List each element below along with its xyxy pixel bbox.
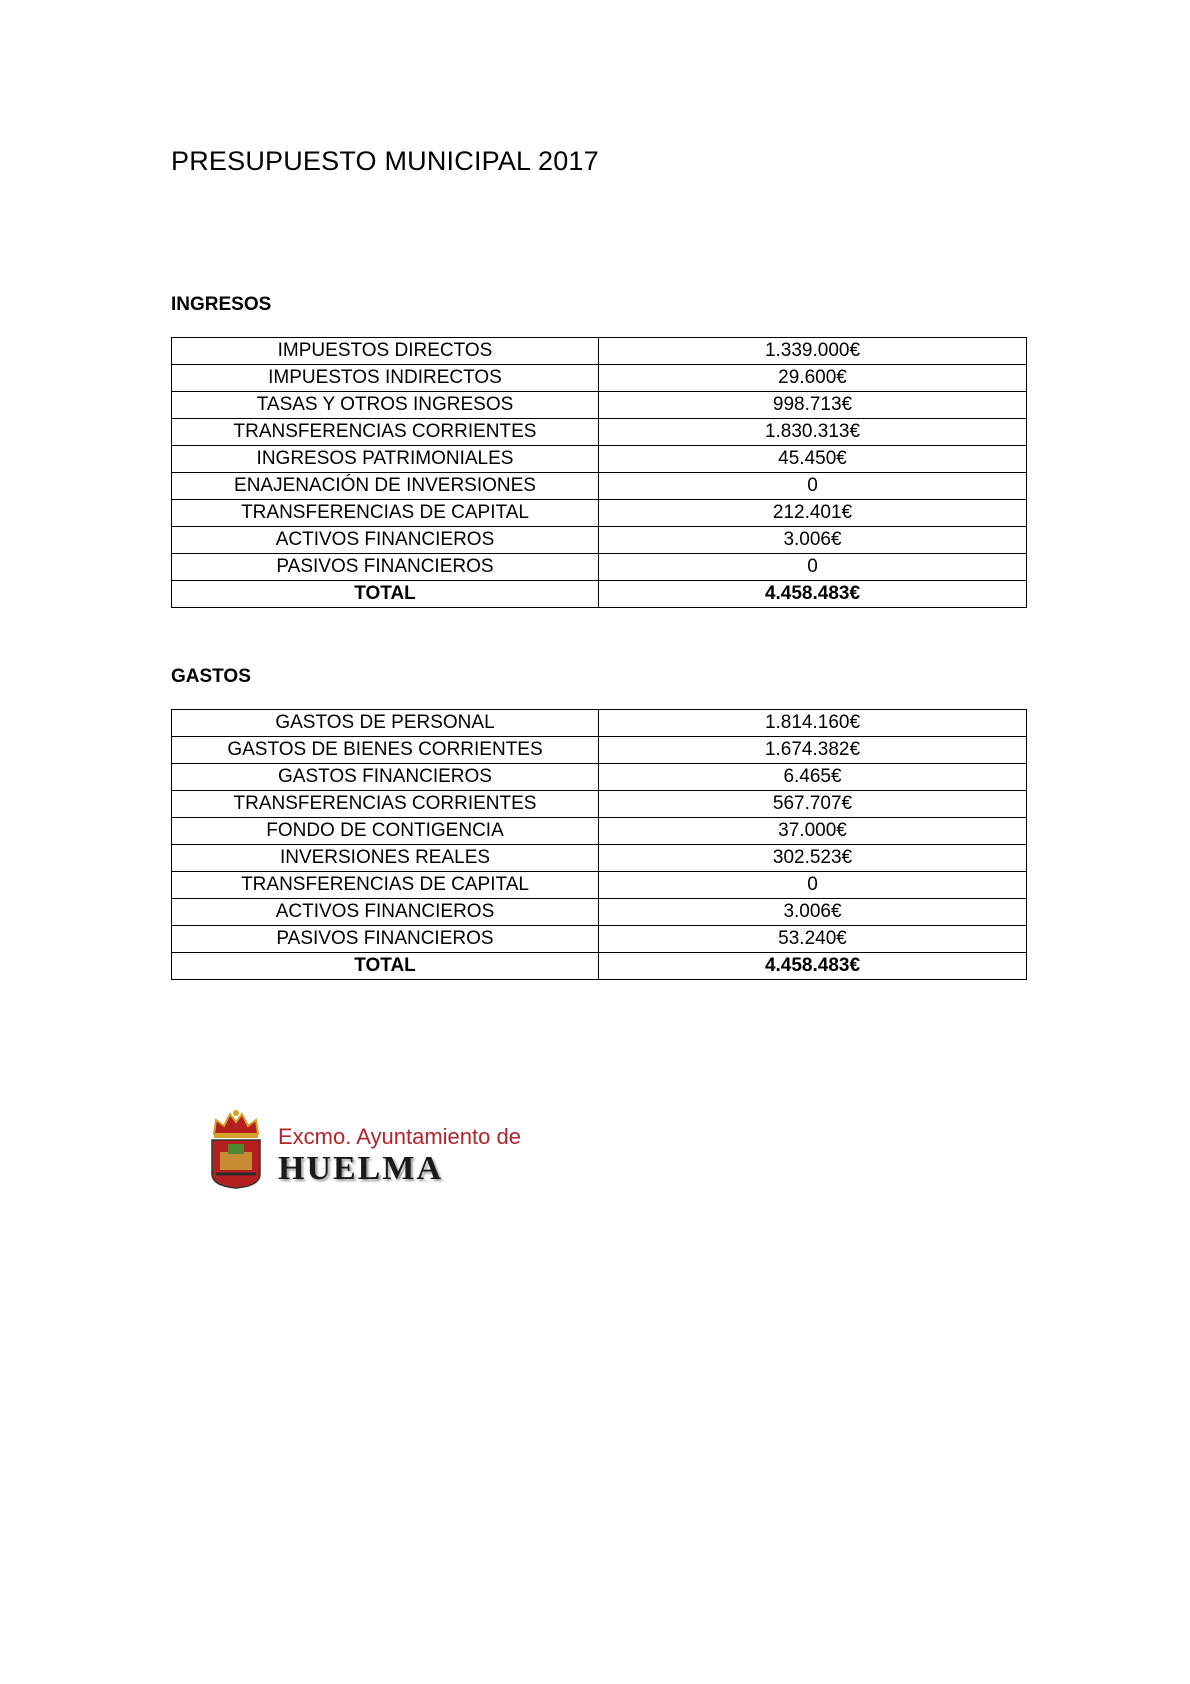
table-row	[172, 419, 1027, 446]
concept-cell: IMPUESTOS INDIRECTOS	[172, 365, 599, 392]
concept-cell: IMPUESTOS DIRECTOS	[172, 338, 599, 365]
coat-of-arms-icon	[206, 1108, 266, 1190]
logo-line2: HUELMA	[278, 1150, 443, 1187]
concept-cell: INGRESOS PATRIMONIALES	[172, 446, 599, 473]
amount-cell: 0	[599, 554, 1027, 581]
gastos-table	[171, 709, 1027, 980]
amount-cell: 29.600€	[599, 365, 1027, 392]
table-row	[172, 710, 1027, 737]
amount-cell: 1.814.160€	[599, 710, 1027, 737]
table-row	[172, 500, 1027, 527]
concept-cell: PASIVOS FINANCIEROS	[172, 926, 599, 953]
total-amount: 4.458.483€	[599, 953, 1027, 980]
amount-cell: 1.674.382€	[599, 737, 1027, 764]
amount-cell: 0	[599, 872, 1027, 899]
total-label: TOTAL	[172, 953, 599, 980]
total-row	[172, 953, 1027, 980]
amount-cell: 37.000€	[599, 818, 1027, 845]
concept-cell: TRANSFERENCIAS DE CAPITAL	[172, 872, 599, 899]
amount-cell: 1.830.313€	[599, 419, 1027, 446]
table-row	[172, 899, 1027, 926]
concept-cell: TRANSFERENCIAS CORRIENTES	[172, 419, 599, 446]
total-amount: 4.458.483€	[599, 581, 1027, 608]
table-row	[172, 926, 1027, 953]
concept-cell: GASTOS FINANCIEROS	[172, 764, 599, 791]
concept-cell: ACTIVOS FINANCIEROS	[172, 899, 599, 926]
concept-cell: ACTIVOS FINANCIEROS	[172, 527, 599, 554]
concept-cell: INVERSIONES REALES	[172, 845, 599, 872]
gastos-heading: GASTOS	[171, 666, 251, 687]
table-row	[172, 338, 1027, 365]
table-row	[172, 473, 1027, 500]
table-row	[172, 791, 1027, 818]
amount-cell: 3.006€	[599, 527, 1027, 554]
concept-cell: ENAJENACIÓN DE INVERSIONES	[172, 473, 599, 500]
amount-cell: 53.240€	[599, 926, 1027, 953]
amount-cell: 998.713€	[599, 392, 1027, 419]
table-row	[172, 818, 1027, 845]
total-label: TOTAL	[172, 581, 599, 608]
concept-cell: PASIVOS FINANCIEROS	[172, 554, 599, 581]
ingresos-table	[171, 337, 1027, 608]
ayuntamiento-logo	[206, 1108, 566, 1190]
concept-cell: TRANSFERENCIAS DE CAPITAL	[172, 500, 599, 527]
amount-cell: 212.401€	[599, 500, 1027, 527]
table-row	[172, 737, 1027, 764]
amount-cell: 1.339.000€	[599, 338, 1027, 365]
amount-cell: 567.707€	[599, 791, 1027, 818]
table-row	[172, 554, 1027, 581]
amount-cell: 302.523€	[599, 845, 1027, 872]
table-row	[172, 365, 1027, 392]
concept-cell: FONDO DE CONTIGENCIA	[172, 818, 599, 845]
concept-cell: TASAS Y OTROS INGRESOS	[172, 392, 599, 419]
amount-cell: 45.450€	[599, 446, 1027, 473]
concept-cell: GASTOS DE BIENES CORRIENTES	[172, 737, 599, 764]
table-row	[172, 446, 1027, 473]
logo-line1: Excmo. Ayuntamiento de	[278, 1124, 521, 1149]
ingresos-heading: INGRESOS	[171, 294, 272, 315]
concept-cell: GASTOS DE PERSONAL	[172, 710, 599, 737]
table-row	[172, 845, 1027, 872]
table-row	[172, 872, 1027, 899]
page-title: PRESUPUESTO MUNICIPAL 2017	[171, 146, 599, 176]
amount-cell: 6.465€	[599, 764, 1027, 791]
table-row	[172, 527, 1027, 554]
amount-cell: 0	[599, 473, 1027, 500]
concept-cell: TRANSFERENCIAS CORRIENTES	[172, 791, 599, 818]
total-row	[172, 581, 1027, 608]
table-row	[172, 392, 1027, 419]
amount-cell: 3.006€	[599, 899, 1027, 926]
table-row	[172, 764, 1027, 791]
